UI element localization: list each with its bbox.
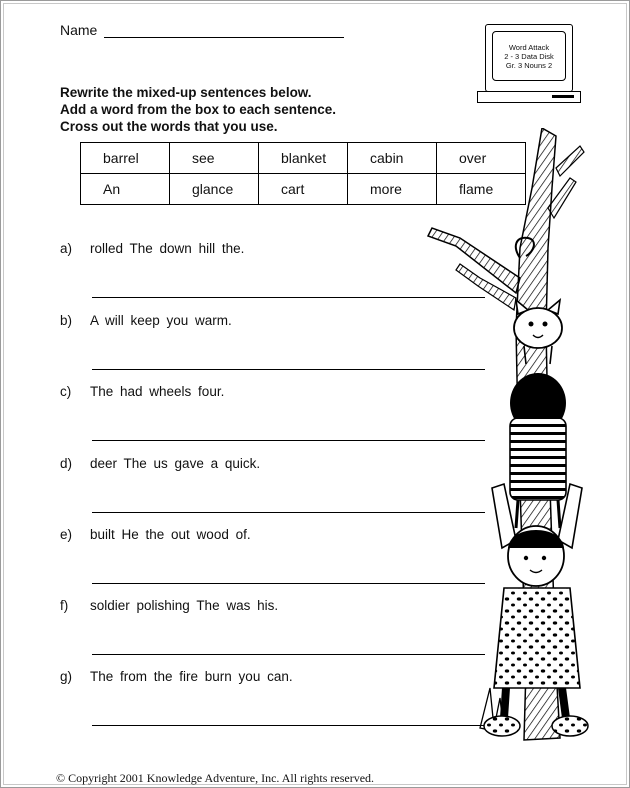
item-text: soldier polishing The was his. — [90, 598, 279, 613]
word-cell: blanket — [259, 143, 348, 174]
sentence-item — [60, 456, 260, 471]
sentence-item — [60, 241, 244, 256]
badge-line: Gr. 3 Nouns 2 — [505, 60, 553, 70]
item-text: built He the out wood of. — [90, 527, 251, 542]
item-text: A will keep you warm. — [90, 313, 232, 328]
item-letter: d) — [60, 456, 73, 471]
item-text: deer The us gave a quick. — [90, 456, 261, 471]
word-cell: flame — [437, 174, 526, 205]
sentence-item — [60, 313, 232, 328]
instructions — [60, 84, 336, 135]
item-text: The had wheels four. — [90, 384, 225, 399]
sentence-item — [60, 384, 224, 399]
sentence-item — [60, 598, 278, 613]
item-text: The from the fire burn you can. — [90, 669, 293, 684]
monitor-icon — [485, 24, 573, 92]
item-letter: b) — [60, 313, 73, 328]
word-cell: glance — [170, 174, 259, 205]
word-cell: An — [81, 174, 170, 205]
item-letter: g) — [60, 669, 73, 684]
badge-screen — [492, 31, 566, 81]
item-letter: a) — [60, 241, 73, 256]
word-cell: see — [170, 143, 259, 174]
copyright-notice: © Copyright 2001 Knowledge Adventure, Inc. All rights reserved. — [56, 771, 375, 785]
keyboard-icon — [477, 91, 581, 103]
badge-line: 2 - 3 Data Disk — [504, 51, 554, 61]
tree-climbing-illustration — [420, 128, 610, 748]
computer-icon — [477, 24, 581, 104]
name-line[interactable] — [104, 37, 344, 38]
sentence-item — [60, 527, 251, 542]
word-cell: cart — [259, 174, 348, 205]
instruction-line: Add a word from the box to each sentence. — [60, 102, 337, 117]
word-cell: barrel — [81, 143, 170, 174]
item-letter: f) — [60, 598, 69, 613]
item-letter: c) — [60, 384, 72, 399]
instruction-line: Cross out the words that you use. — [60, 119, 278, 134]
sentence-item — [60, 669, 293, 684]
item-text: rolled The down hill the. — [90, 241, 245, 256]
item-letter: e) — [60, 527, 73, 542]
word-cell: cabin — [348, 143, 437, 174]
badge-line: Word Attack — [508, 42, 550, 52]
instruction-line: Rewrite the mixed-up sentences below. — [60, 85, 312, 100]
word-cell: over — [437, 143, 526, 174]
word-cell: more — [348, 174, 437, 205]
name-label: Name — [60, 22, 98, 38]
